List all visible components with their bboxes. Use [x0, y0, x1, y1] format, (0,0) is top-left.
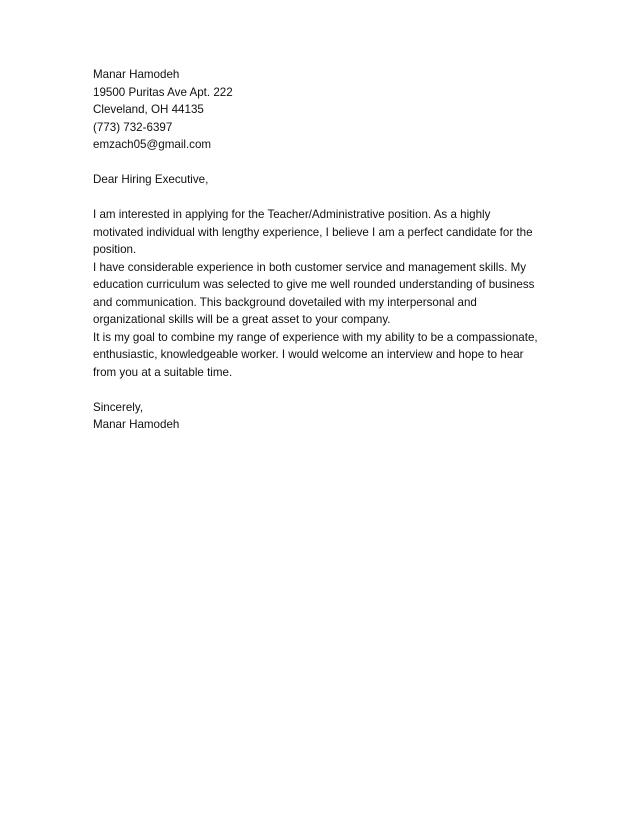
- body-line: I have considerable experience in both customer service and management skills. My: [93, 260, 527, 274]
- body-line: from you at a suitable time.: [93, 365, 233, 379]
- sender-name: Manar Hamodeh: [93, 68, 180, 81]
- closing-text: Sincerely,: [93, 400, 144, 414]
- sender-email: emzach05@gmail.com: [93, 138, 212, 151]
- body-line: motivated individual with lengthy experience, I believe I am a perfect candidate for the: [93, 225, 533, 239]
- body-line: I am interested in applying for the Teacher/Administrative position. As a highly: [93, 208, 491, 221]
- sender-street: 19500 Puritas Ave Apt. 222: [93, 85, 233, 99]
- body-line: and communication. This background dovetailed with my interpersonal and: [93, 295, 477, 309]
- greeting-text: Dear Hiring Executive,: [93, 173, 209, 186]
- body-line: enthusiastic, knowledgeable worker. I would welcome an interview and hope to hear: [93, 348, 524, 361]
- body-line: position.: [93, 243, 137, 256]
- sender-address-block: [93, 66, 553, 154]
- sender-phone: (773) 732-6397: [93, 120, 173, 134]
- sender-city: Cleveland, OH 44135: [93, 103, 204, 116]
- body-line: organizational skills will be a great asset to your company.: [93, 313, 391, 326]
- body-line: education curriculum was selected to give me well rounded understanding of business: [93, 278, 535, 291]
- closing-block: [93, 399, 553, 434]
- letter-body: [93, 206, 553, 381]
- signature: Manar Hamodeh: [93, 418, 180, 431]
- body-line: It is my goal to combine my range of experience with my ability to be a compassionate,: [93, 330, 538, 344]
- cover-letter: [93, 66, 553, 434]
- greeting: [93, 171, 553, 189]
